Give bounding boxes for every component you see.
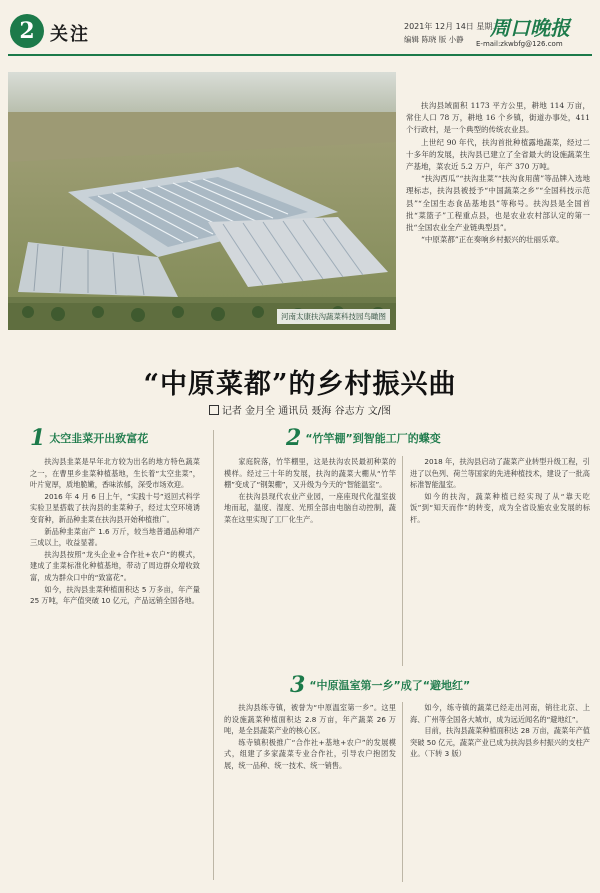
section-2-body-right <box>410 456 590 666</box>
byline-text: 记者 金月全 通讯员 聂海 谷志方 文/图 <box>221 406 392 417</box>
editor-line: 编辑 陈晓 版 小静 <box>404 35 464 44</box>
intro-paragraph: “中原菜都”正在奏响乡村振兴的壮丽乐章。 <box>421 235 564 245</box>
section-1-body <box>30 456 200 881</box>
section-1-title: 太空韭菜开出致富花 <box>49 432 149 445</box>
greenhouse-aerial-image <box>8 72 396 330</box>
header-rule <box>8 54 592 56</box>
body-paragraph: 扶沟县按照“龙头企业+合作社+农户”的模式，建成了韭菜标准化种植基地，带动了周边群众增收致富，成为群众口中的“致富花”。 <box>30 549 200 582</box>
section-1-heading <box>30 425 208 451</box>
body-paragraph: 目前，扶沟县蔬菜种植面积达 28 万亩，蔬菜年产值突破 50 亿元，蔬菜产业已成为扶沟县乡村振兴的支柱产业。（下转 3 版） <box>410 726 590 759</box>
section-2-title: “竹竿棚”到智能工厂的蝶变 <box>305 432 441 445</box>
page-header <box>0 0 600 60</box>
body-paragraph: 扶沟县练寺镇，被誉为“中原温室第一乡”。这里的设施蔬菜种植面积达 2.8 万亩，年产蔬菜 26 万吨，是全县蔬菜产业的核心区。 <box>224 703 396 736</box>
column-divider <box>402 702 403 882</box>
section-3-body-left <box>224 702 396 882</box>
newspaper-logo: 周口晚报 <box>490 16 570 40</box>
aerial-photo <box>8 72 396 330</box>
body-paragraph: 如今的扶沟，蔬菜种植已经实现了从“靠天吃饭”到“知天而作”的转变，成为全省设施农业发展的标杆。 <box>410 491 590 524</box>
byline-box-icon <box>209 405 219 415</box>
body-paragraph: 练寺镇积极推广“合作社+基地+农户”的发展模式，组建了多家蔬菜专业合作社，引导农户抱团发展，统一品种、统一技术、统一销售。 <box>224 737 396 770</box>
section-3-title: “中原温室第一乡”成了“避地红” <box>309 679 471 692</box>
article-byline <box>0 402 600 417</box>
intro-paragraph: 扶沟县域面积 1173 平方公里，耕地 114 万亩，常住人口 78 万，耕地 16 个乡镇，街道办事处，411 个行政村，是一个典型的传统农业县。 <box>406 101 590 135</box>
photo-caption: 河南太康扶沟蔬菜科技园鸟瞰图 <box>277 309 390 324</box>
section-3-heading <box>290 672 490 698</box>
page-number: 2 <box>10 14 44 48</box>
column-divider <box>213 430 214 880</box>
intro-paragraph: 上世纪 90 年代，扶沟首批种植露地蔬菜，经过二十多年的发展，扶沟县已建立了全省最大的设施蔬菜生产基地，菜农近 5.2 万户，年产 370 万吨。 <box>406 137 590 172</box>
section-2-number: 2 <box>286 425 302 451</box>
body-paragraph: 如今，练寺镇的蔬菜已经走出河南，销往北京、上海、广州等全国各大城市，成为远近闻名的“避地红”。 <box>410 703 590 724</box>
body-paragraph: 扶沟县韭菜是早年北方较为出名的地方特色蔬菜之一，在曹里乡韭菜种植基地，生长着“太空韭菜”，叶片宽厚，质地脆嫩，香味浓郁，深受市场欢迎。 <box>30 457 200 490</box>
body-paragraph: 在扶沟县现代农业产业园，一座座现代化温室拔地而起，温度、湿度、光照全部由电脑自动控制，蔬菜在这里实现了工厂化生产。 <box>224 491 396 524</box>
email-line: E-mail:zkwbfg@126.com <box>476 40 563 48</box>
section-1-number: 1 <box>30 425 46 451</box>
body-paragraph: 2018 年，扶沟县启动了蔬菜产业转型升级工程，引进了以色列、荷兰等国家的先进种植技术，建设了一批高标准智能温室。 <box>410 457 590 490</box>
section-2-body-left <box>224 456 396 666</box>
body-paragraph: 如今，扶沟县韭菜种植面积达 5 万多亩，年产量 25 万吨，年产值突破 10 亿元，产品远销全国各地。 <box>30 584 200 606</box>
column-divider <box>402 456 403 666</box>
body-paragraph: 新品种韭菜亩产 1.6 万斤，较当地普通品种增产三成以上，收益显著。 <box>30 526 200 548</box>
article-headline: “中原菜都”的乡村振兴曲 <box>143 369 457 400</box>
issue-date: 2021年 12月 14日 星期二 <box>404 22 501 31</box>
body-paragraph: 2016 年 4 月 6 日上午，“实践十号”返回式科学实验卫星搭载了扶沟县的韭菜种子，经过太空环境诱变育种，新品种韭菜在扶沟县开始种植推广。 <box>30 491 200 524</box>
intro-text <box>406 100 590 246</box>
section-title: 关注 <box>50 24 90 45</box>
section-3-number: 3 <box>290 672 306 698</box>
section-2-heading <box>286 425 476 451</box>
section-3-body-right <box>410 702 590 882</box>
intro-paragraph: “扶沟西瓜”“扶沟韭菜”“扶沟食用菌”等品牌入选地理标志，扶沟县被授予“中国蔬菜之乡”“全国科技示范县”“全国生态食品基地县”等称号。扶沟县是全国首批“菜篮子”工程重点县，也是农业农村部认定的第一批“全国农业全产业链典型县”。 <box>406 174 590 233</box>
body-paragraph: 家庭院落，竹竿棚里，这是扶沟农民最初种菜的模样。经过三十年的发展，扶沟的蔬菜大棚从“竹竿棚”变成了“钢架棚”，又升级为今天的“智能温室”。 <box>224 457 396 490</box>
